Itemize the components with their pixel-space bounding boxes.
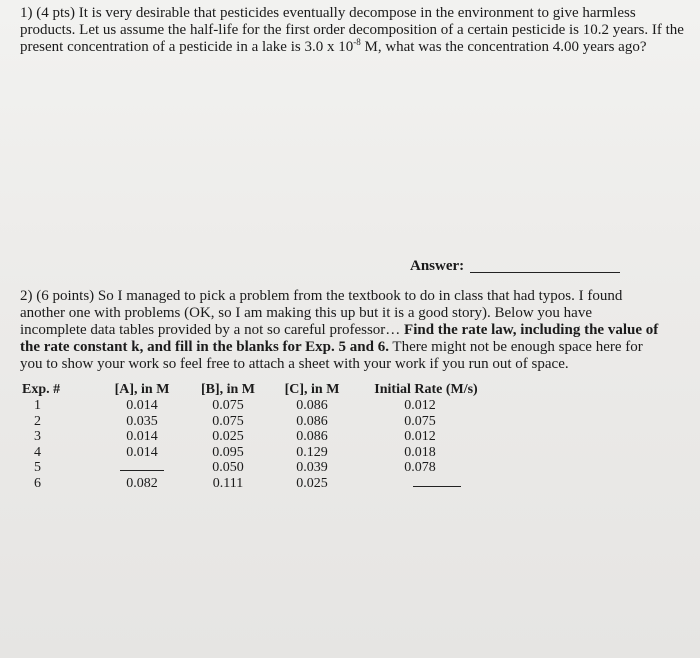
header-exp: Exp. # <box>22 382 61 397</box>
question-2-intro: 2) (6 points) So I managed to pick a problem from the textbook to do in class that had typos. I found another one with problems (OK, so I am making this up but it is a good story). Below you have incomplete data tables provided by a not so careful professor… <box>20 288 623 338</box>
question-1-text-end: M, what was the concentration 4.00 years ago? <box>360 39 647 55</box>
question-1-exponent: -8 <box>353 37 361 47</box>
a-blank-exp5[interactable] <box>102 460 182 476</box>
c-column <box>272 382 352 491</box>
answer-label: Answer: <box>410 258 465 274</box>
b-cell: 0.111 <box>212 475 244 491</box>
rate-cell: 0.012 <box>404 398 436 413</box>
exp-cell: 5 <box>34 460 41 475</box>
question-2-instruction: Find the rate law, including the value of the rate constant k, and fill in the blanks for Exp. 5 and 6. <box>20 322 659 355</box>
exp-cell: 6 <box>34 475 41 491</box>
c-cell: 0.086 <box>296 429 328 444</box>
b-column <box>188 382 268 491</box>
b-cell: 0.075 <box>212 413 244 429</box>
rate-cell: 0.018 <box>404 444 436 460</box>
c-cell: 0.039 <box>296 460 328 475</box>
exp-cell: 1 <box>34 398 41 413</box>
a-cell: 0.014 <box>126 429 158 444</box>
c-cell: 0.129 <box>296 444 328 460</box>
b-cell: 0.050 <box>212 460 244 475</box>
a-cell: 0.082 <box>126 475 158 491</box>
rate-blank-exp6[interactable] <box>366 476 486 492</box>
exp-cell: 4 <box>34 444 41 460</box>
header-a: [A], in M <box>114 382 170 397</box>
bleed-through-mark <box>150 92 151 107</box>
answer-blank-line[interactable] <box>470 272 620 273</box>
rate-cell: 0.075 <box>404 413 436 429</box>
a-cell: 0.014 <box>126 444 158 460</box>
header-rate: Initial Rate (M/s) <box>374 382 478 397</box>
question-1-number: 1) <box>20 5 33 21</box>
c-cell: 0.086 <box>296 413 328 429</box>
rate-column <box>366 382 486 491</box>
header-b: [B], in M <box>200 382 256 397</box>
question-2-outro: There might not be enough space here for you to show your work so feel free to attach a sheet with your work if you run out of space. <box>20 339 643 372</box>
b-cell: 0.025 <box>212 429 244 444</box>
rate-cell: 0.078 <box>404 460 436 475</box>
a-cell: 0.014 <box>126 398 158 413</box>
question-2 <box>20 288 660 373</box>
b-cell: 0.075 <box>212 398 244 413</box>
c-cell: 0.025 <box>296 475 328 491</box>
rate-cell: 0.012 <box>404 429 436 444</box>
exp-cell: 2 <box>34 413 41 429</box>
a-cell: 0.035 <box>126 413 158 429</box>
question-1-text: It is very desirable that pesticides eventually decompose in the environment to give harmless products. Let us assume the half-life for the first order decomposition of a certain pesticide is 10.2 years. If the present concentration of a pesticide in a lake is 3.0 x 10 <box>20 5 684 55</box>
question-1 <box>20 5 690 56</box>
c-cell: 0.086 <box>296 398 328 413</box>
b-cell: 0.095 <box>212 444 244 460</box>
header-c: [C], in M <box>284 382 340 397</box>
exp-cell: 3 <box>34 429 41 444</box>
blank-line[interactable] <box>120 460 164 471</box>
question-1-points: (4 pts) <box>36 5 75 21</box>
a-column <box>102 382 182 491</box>
exp-column <box>22 382 74 491</box>
blank-line[interactable] <box>413 476 461 487</box>
